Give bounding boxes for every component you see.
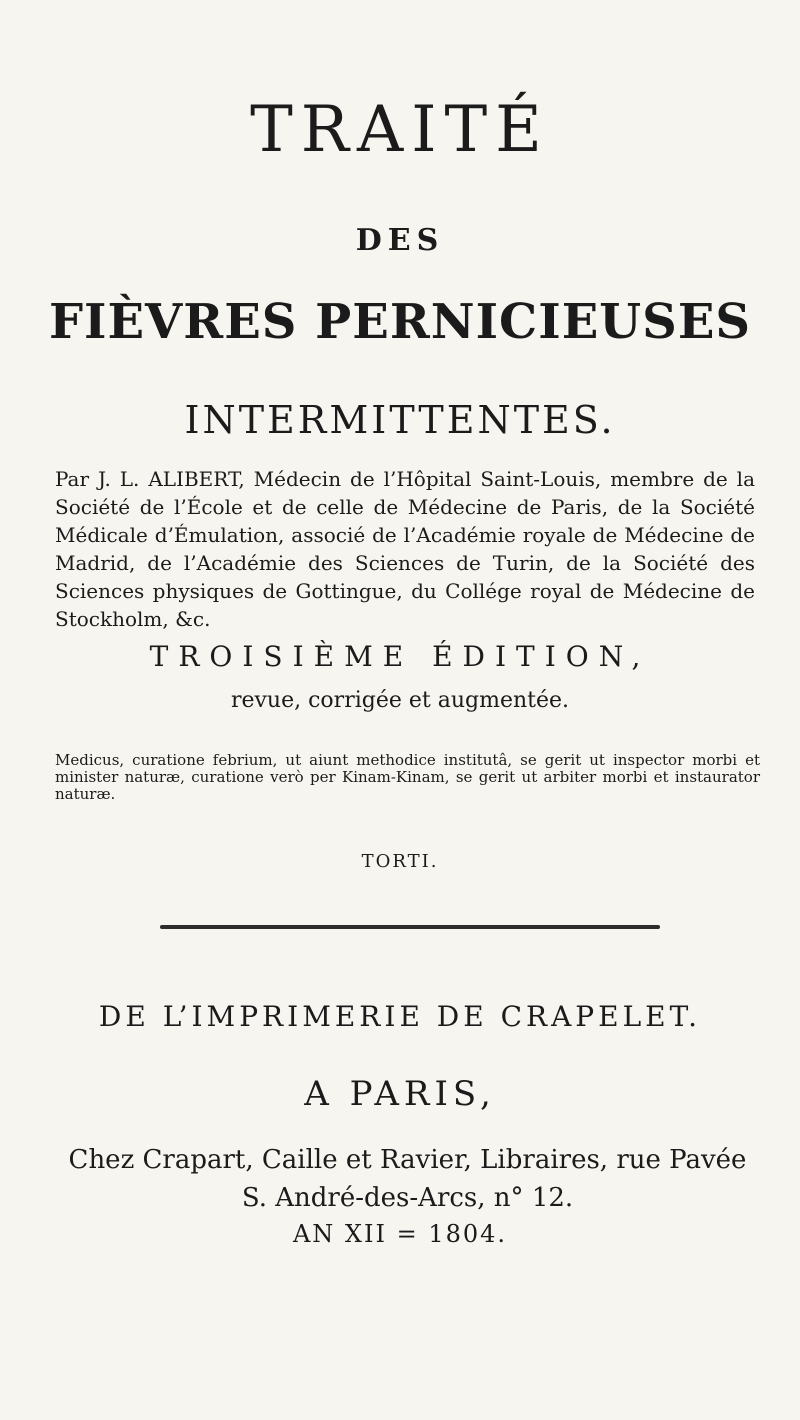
booksellers-line: Chez Crapart, Caille et Ravier, Libraires, rue Pavée S. André-des-Arcs, n° 12. (68, 1145, 747, 1213)
title-intermittentes: INTERMITTENTES. (184, 398, 616, 442)
date-line: AN XII = 1804. (292, 1220, 508, 1248)
edition-line: TROISIÈME ÉDITION, (149, 640, 651, 673)
title-des: DES (355, 223, 445, 258)
printer-line: DE L’IMPRIMERIE DE CRAPELET. (98, 1000, 702, 1033)
title-fievres-pernicieuses: FIÈVRES PERNICIEUSES (48, 294, 752, 350)
author-block: Par J. L. ALIBERT, Médecin de l’Hôpital Saint-Louis, membre de la Société de l’École et de celle de Médecine de Paris, de la Société Médicale d’Émulation, associé de l’Académie royale de Médecine de Madrid, de l’Académie des Sciences de Turin, de la Société des Sciences physiques de Gottingue, du Collége royal de Médecine de Stockholm, &c. (55, 467, 755, 631)
epigraph-source: TORTI. (361, 851, 439, 872)
divider-rule (160, 925, 660, 929)
epigraph-text: Medicus, curatione febrium, ut aiunt methodice institutâ, se gerit ut inspector morbi et minister naturæ, curatione verò per Kinam-Kinam, se gerit ut arbiter morbi et instaurator naturæ. (55, 751, 760, 803)
main-title: TRAITÉ (250, 93, 550, 167)
city-line: A PARIS, (304, 1074, 496, 1114)
edition-subtitle: revue, corrigée et augmentée. (230, 688, 570, 713)
